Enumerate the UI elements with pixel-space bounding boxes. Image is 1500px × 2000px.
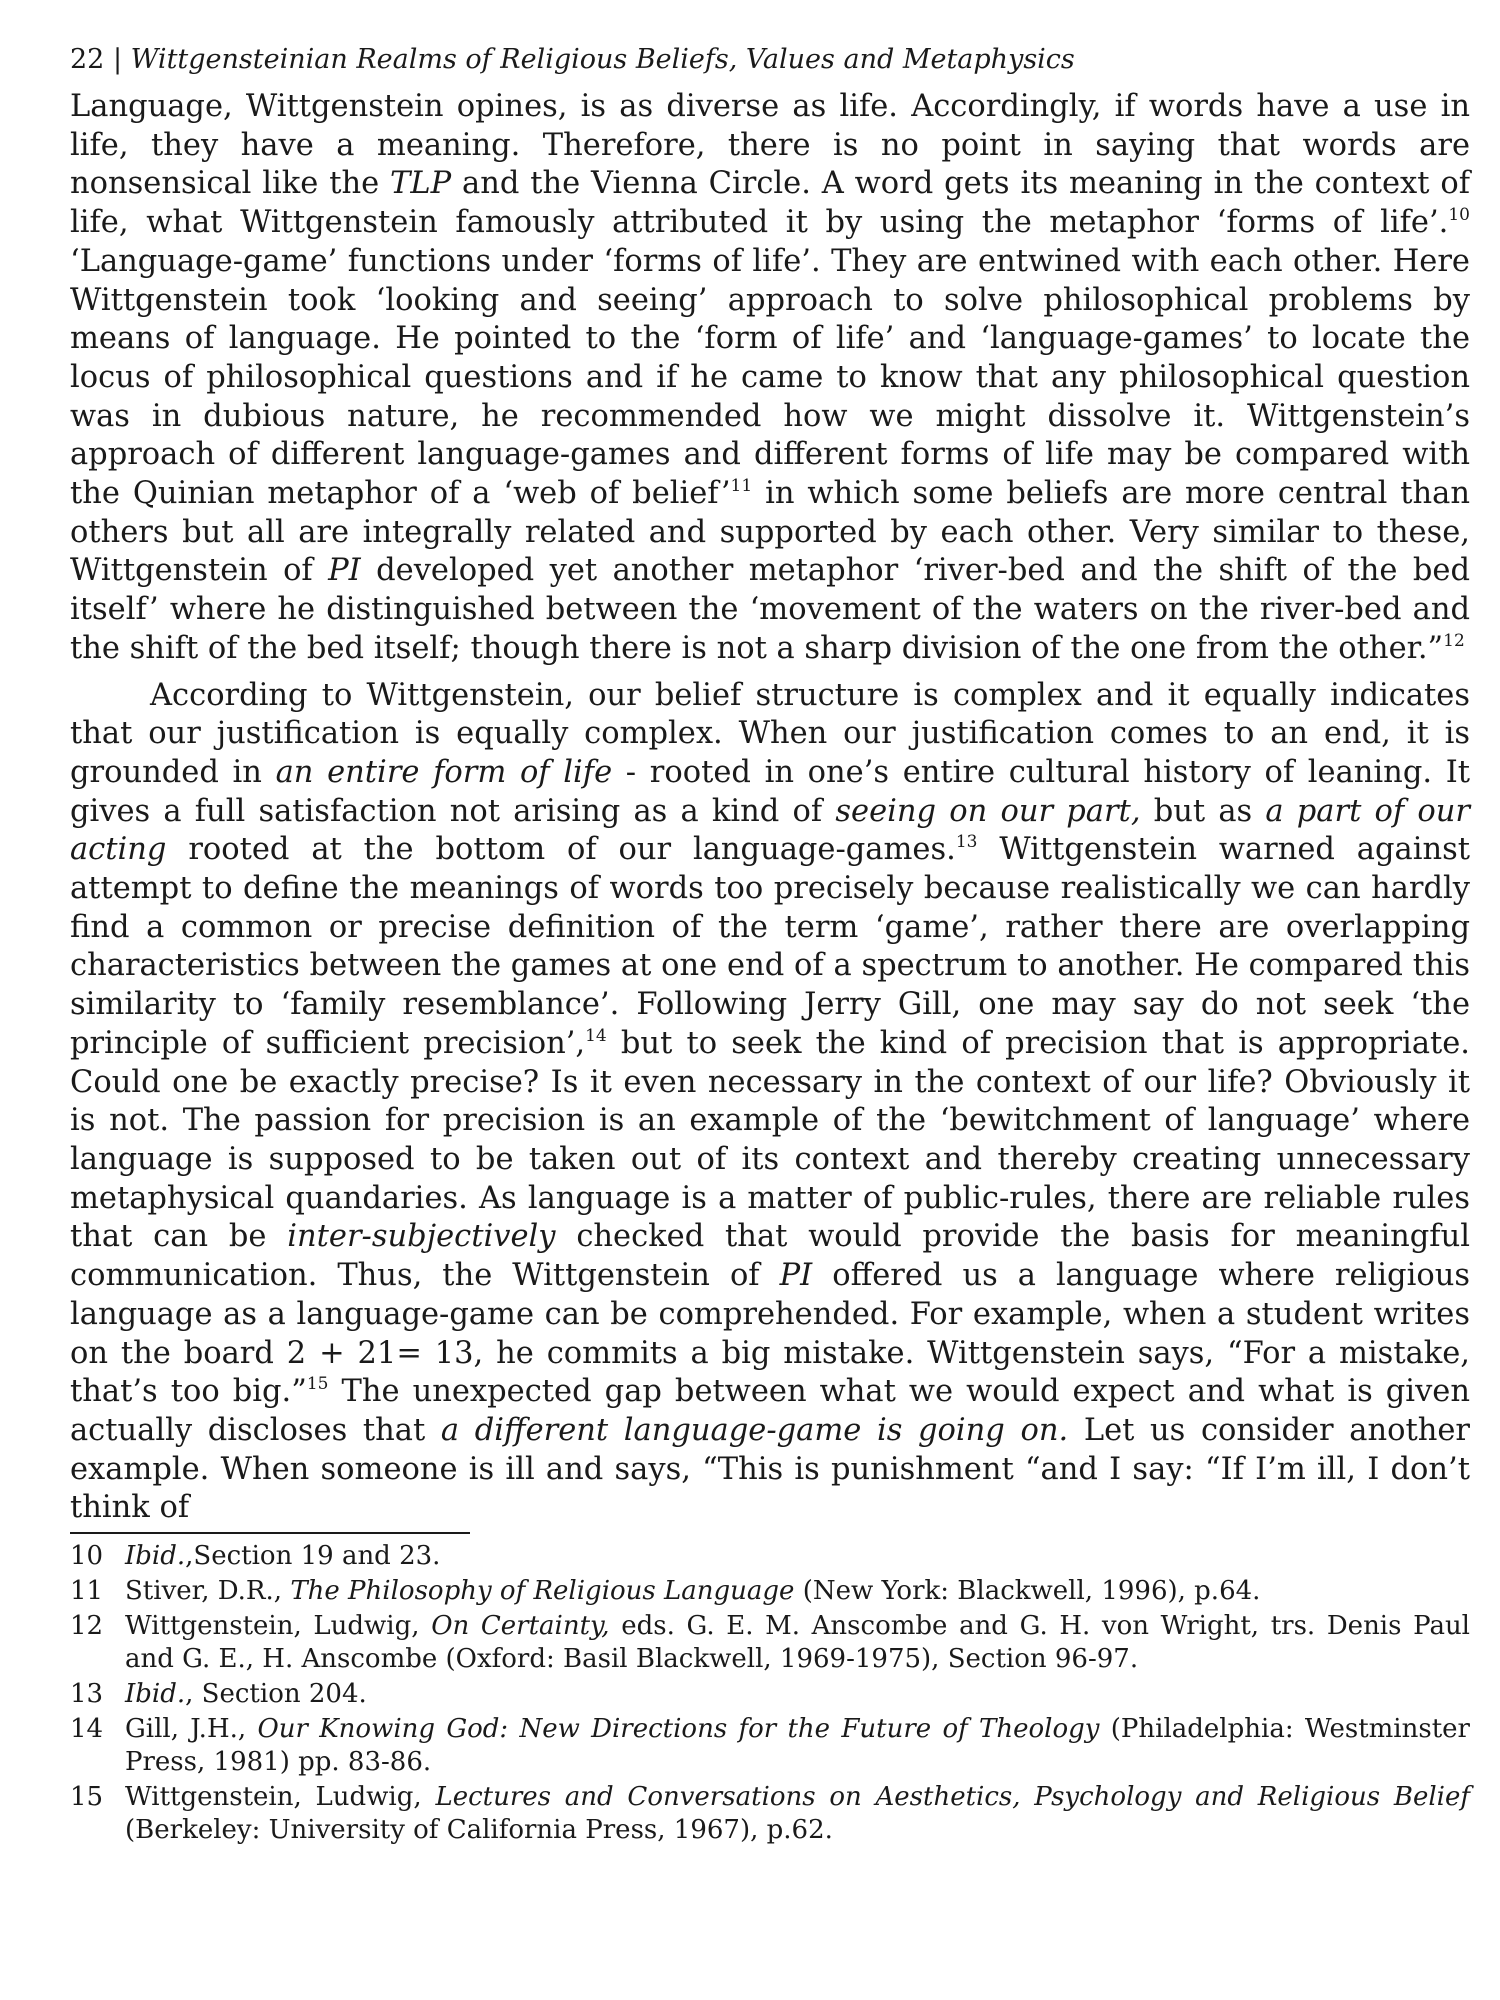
footnote-ref-11[interactable]: 11 <box>730 476 753 497</box>
footnote-11: 11 Stiver, D.R., The Philosophy of Religious Language (New York: Blackwell, 1996), p.64. <box>70 1576 1261 1607</box>
footnote-10: 10 Ibid.,Section 19 and 23. <box>70 1541 441 1572</box>
book-page <box>70 40 1470 1849</box>
body-text <box>70 88 1470 1528</box>
running-title: Wittgensteinian Realms of Religious Beliefs, Values and Metaphysics <box>130 44 1075 75</box>
footnote-ref-14[interactable]: 14 <box>585 1025 607 1046</box>
footnote-divider <box>70 1532 470 1534</box>
footnotes <box>70 1540 1470 1847</box>
footnote-15: 15 Wittgenstein, Ludwig, Lectures and Conversations on Aesthetics, Psychology and Religious Belief (Berkeley: University of California Press, 1967), p.62. <box>70 1782 1471 1846</box>
footnote-ref-15[interactable]: 15 <box>306 1374 329 1395</box>
page-number: 22 <box>70 44 105 75</box>
footnote-ref-12[interactable]: 12 <box>1443 630 1465 651</box>
footnote-12: 12 Wittgenstein, Ludwig, On Certainty, eds. G. E. M. Anscombe and G. H. von Wright, trs. Denis Paul and G. E., H. Anscombe (Oxford: Basil Blackwell, 1969-1975), Section 96-97. <box>70 1611 1470 1675</box>
footnote-14: 14 Gill, J.H., Our Knowing God: New Directions for the Future of Theology (Philadelphia: Westminster Press, 1981) pp. 83-86. <box>70 1714 1470 1778</box>
paragraph-1: Language, Wittgenstein opines, is as diverse as life. Accordingly, if words have a use in life, they have a meaning. Therefore, there is no point in saying that words are nonsensical like the TLP and the Vienna Circle. A word gets its meaning in the context of life, what Wittgenstein famously attributed it by using the metaphor ‘forms of life’.$^{10}$ ‘Language-game’ functions under ‘forms of life’. They are entwined with each other. Here Wittgenstein took ‘looking and seeing’ approach to solve philosophical problems by means of language. He pointed to the ‘form of life’ and ‘language-games’ to locate the locus of philosophical questions and if he came to know that any philosophical question was in dubious nature, he recommended how we might dissolve it. Wittgenstein’s approach of different language-games and different forms of life may be compared with the Quinian metaphor of a ‘web of belief’$^{11}$ in which some beliefs are more central than others but all are integrally related and supported by each other. Very similar to these, Wittgenstein of PI developed yet another metaphor ‘river-bed and the shift of the bed itself’ where he distinguished between the ‘movement of the waters on the river-bed and the shift of the bed itself; though there is not a sharp division of the one from the other.”$^{12}$ <box>70 89 1471 666</box>
running-header <box>70 40 1470 80</box>
footnote-ref-10[interactable]: 10 <box>1448 205 1470 226</box>
footnote-ref-13[interactable]: 13 <box>955 832 978 853</box>
header-separator: | <box>112 44 123 75</box>
paragraph-2: According to Wittgenstein, our belief structure is complex and it equally indicates that our justification is equally complex. When our justification comes to an end, it is grounded in an entire form of life - rooted in one’s entire cultural history of leaning. It gives a full satisfaction not arising as a kind of seeing on our part, but as a part of our acting rooted at the bottom of our language-games.$^{13}$ Wittgenstein warned against attempt to define the meanings of words too precisely because realistically we can hardly find a common or precise definition of the term ‘game’, rather there are overlapping characteristics between the games at one end of a spectrum to another. He compared this similarity to ‘family resemblance’. Following Jerry Gill, one may say do not seek ‘the principle of sufficient precision’,$^{14}$ but to seek the kind of precision that is appropriate. Could one be exactly precise? Is it even necessary in the context of our life? Obviously it is not. The passion for precision is an example of the ‘bewitchment of language’ where language is supposed to be taken out of its context and thereby creating unnecessary metaphysical quandaries. As language is a matter of public-rules, there are reliable rules that can be inter-subjectively checked that would provide the basis for meaningful communication. Thus, the Wittgenstein of PI offered us a language where religious language as a language-game can be comprehended. For example, when a student writes on the board 2 + 21= 13, he commits a big mistake. Wittgenstein says, “For a mistake, that’s too big.”$^{15}$ The unexpected gap between what we would expect and what is given actually discloses that a different language-game is going on. Let us consider another example. When someone is ill and says, “This is punishment “and I say: “If I’m ill, I don’t think of <box>70 677 1471 1526</box>
footnote-13: 13 Ibid., Section 204. <box>70 1679 367 1710</box>
